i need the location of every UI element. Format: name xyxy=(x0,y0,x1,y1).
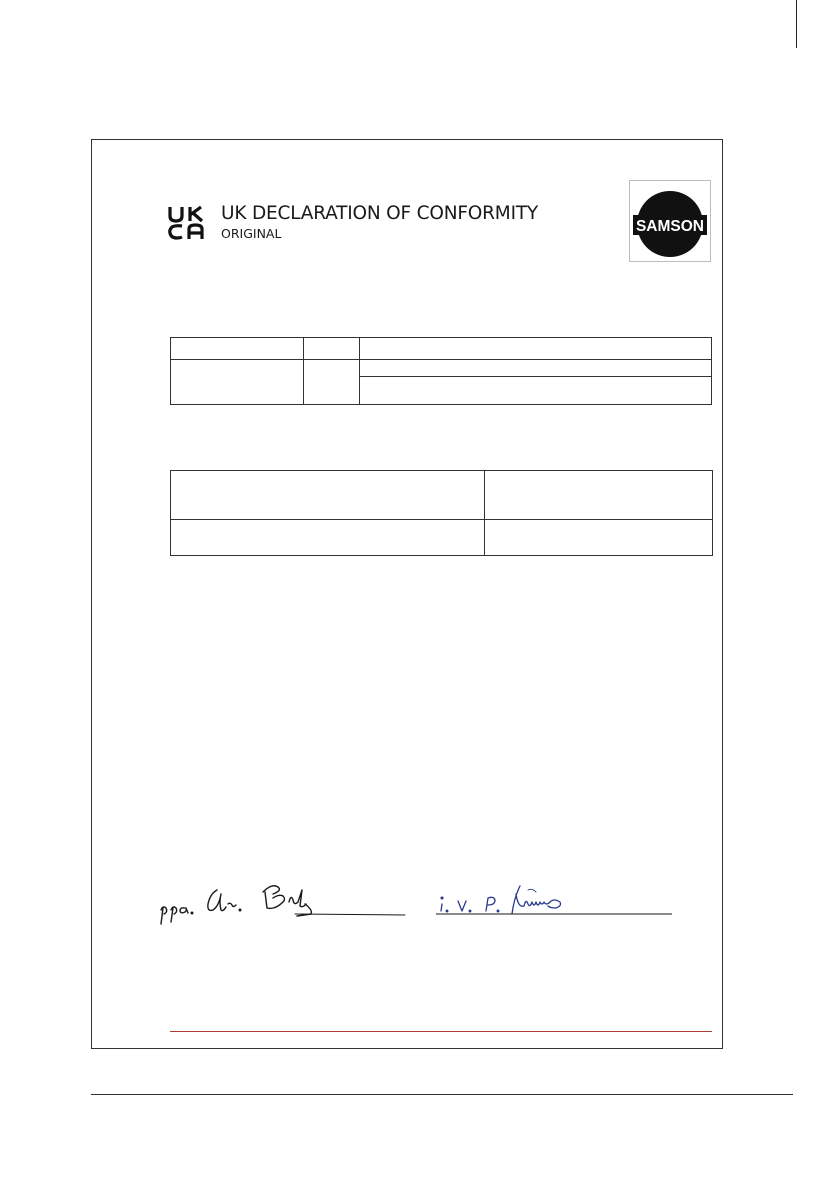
samson-logo-text: SAMSON xyxy=(635,218,705,235)
standards-table xyxy=(170,470,713,556)
table-divider xyxy=(171,359,711,360)
table-divider xyxy=(359,338,360,404)
page-footer-rule xyxy=(91,1094,793,1095)
ukca-mark-icon xyxy=(168,205,206,241)
samson-logo xyxy=(629,180,711,262)
red-footer-rule xyxy=(170,1031,712,1032)
signature-left xyxy=(155,872,410,930)
signature-right xyxy=(432,878,677,920)
table-divider xyxy=(484,471,485,555)
table-divider xyxy=(359,376,711,377)
table-divider xyxy=(171,519,712,520)
document-title: UK DECLARATION OF CONFORMITY xyxy=(221,203,539,224)
top-right-rule xyxy=(796,0,797,48)
product-table xyxy=(170,337,712,405)
table-divider xyxy=(303,338,304,404)
document-subtitle: ORIGINAL xyxy=(221,226,282,241)
